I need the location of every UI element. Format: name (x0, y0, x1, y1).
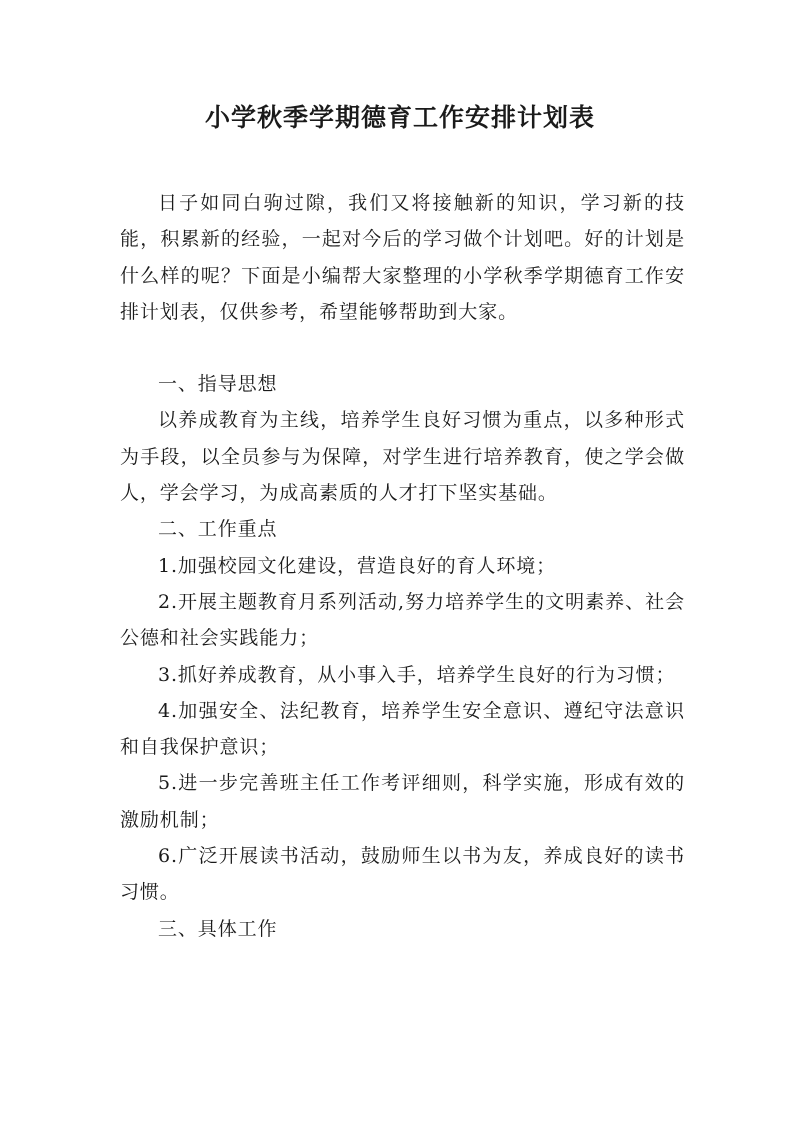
document-body (120, 185, 685, 947)
section-heading-specific-work: 三、具体工作 (158, 917, 278, 940)
document-title: 小学秋季学期德育工作安排计划表 (204, 103, 595, 132)
work-focus-item-6: 6.广泛开展读书活动，鼓励师生以书为友，养成良好的读书习惯。 (120, 845, 685, 904)
work-focus-item-1: 1.加强校园文化建设，营造良好的育人环境； (158, 554, 557, 577)
work-focus-item-2: 2.开展主题教育月系列活动,努力培养学生的文明素养、社会公德和社会实践能力； (120, 590, 685, 650)
work-focus-item-5: 5.进一步完善班主任工作考评细则，科学实施，形成有效的激励机制； (120, 772, 685, 831)
guiding-ideology-paragraph: 以养成教育为主线，培养学生良好习惯为重点，以多种形式为手段，以全员参与为保障，对学生进行培养教育，使之学会做人，学会学习，为成高素质的人才打下坚实基础。 (120, 409, 685, 505)
work-focus-item-4: 4.加强安全、法纪教育，培养学生安全意识、遵纪守法意识和自我保护意识； (120, 699, 685, 759)
work-focus-item-3: 3.抓好养成教育，从小事入手，培养学生良好的行为习惯； (158, 663, 676, 686)
intro-paragraph: 日子如同白驹过隙，我们又将接触新的知识，学习新的技能，积累新的经验，一起对今后的学习做个计划吧。好的计划是什么样的呢？下面是小编帮大家整理的小学秋季学期德育工作安排计划表，仅供参考，希望能够帮助到大家。 (120, 192, 685, 323)
section-heading-guiding-ideology: 一、指导思想 (158, 373, 278, 396)
section-heading-work-focus: 二、工作重点 (158, 518, 278, 541)
